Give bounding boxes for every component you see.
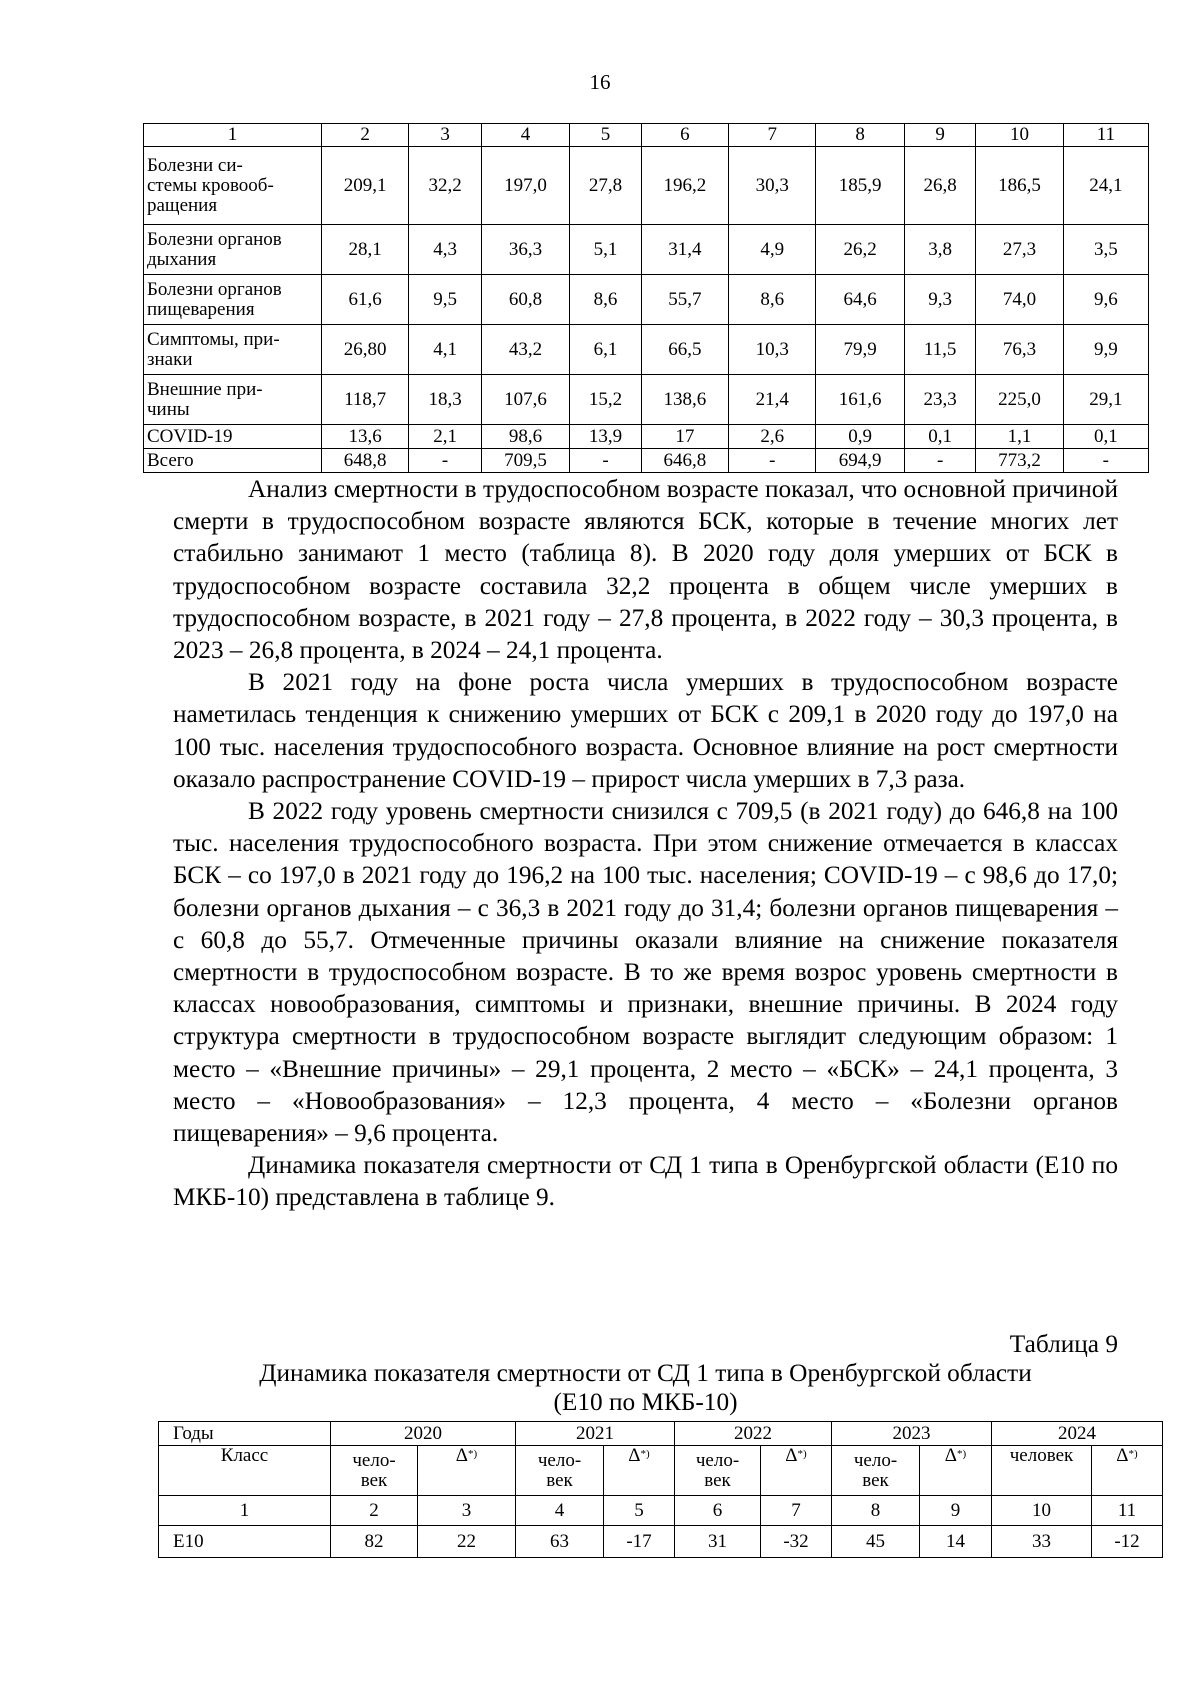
cell: 18,3 — [409, 375, 481, 425]
col-number: 8 — [816, 124, 904, 147]
cell: 28,1 — [321, 225, 408, 275]
table-row — [144, 425, 1149, 449]
cell: 3,8 — [904, 225, 975, 275]
cell: 648,8 — [321, 449, 408, 473]
person-label: чело- век — [675, 1446, 761, 1496]
cell: 6,1 — [570, 325, 641, 375]
cell: 138,6 — [641, 375, 728, 425]
cell: 9,6 — [1063, 275, 1148, 325]
table-number: Таблица 9 — [1009, 1330, 1118, 1358]
cell: 773,2 — [976, 449, 1063, 473]
delta-label: Δ*) — [604, 1446, 675, 1496]
cell: - — [1063, 449, 1148, 473]
cell: 118,7 — [321, 375, 408, 425]
cell: 11,5 — [904, 325, 975, 375]
table-row — [144, 225, 1149, 275]
table-row — [144, 449, 1149, 473]
person-label: чело- век — [832, 1446, 920, 1496]
cell: 709,5 — [481, 449, 569, 473]
cell: 32,2 — [409, 147, 481, 225]
col-number: 4 — [516, 1496, 604, 1526]
cell: 15,2 — [570, 375, 641, 425]
col-number: 1 — [144, 124, 322, 147]
caption-line: Динамика показателя смертности от СД 1 типа в Оренбургской области — [259, 1359, 1032, 1387]
row-label: Е10 — [159, 1526, 331, 1558]
col-number: 10 — [976, 124, 1063, 147]
col-number: 9 — [920, 1496, 992, 1526]
cell: 225,0 — [976, 375, 1063, 425]
col-number: 2 — [331, 1496, 418, 1526]
delta-label: Δ*) — [1092, 1446, 1163, 1496]
caption-line: (Е10 по МКБ-10) — [553, 1388, 738, 1416]
col-number: 11 — [1092, 1496, 1163, 1526]
paragraph: В 2022 году уровень смертности снизился с 709,5 (в 2021 году) до 646,8 на 100 тыс. населения трудоспособного возраста. При этом снижение отмечается в классах БСК – со 197,0 в 2021 году до 196,2 на 100 тыс. населения; COVID-19 – с 98,6 до 17,0; болезни органов дыхания – с 36,3 в 2021 году до 31,4; болезни органов пищеварения – с 60,8 до 55,7. Отмеченные причины оказали влияние на снижение показателя смертности в трудоспособном возрасте. В то же время возрос уровень смертности в классах новообразования, симптомы и признаки, внешние причины. В 2024 году структура смертности в трудоспособном возрасте выглядит следующим образом: 1 место – «Внешние причины» – 29,1 процента, 2 место – «БСК» – 24,1 процента, 3 место – «Новообразования» – 12,3 процента, 4 место – «Болезни органов пищеварения» – 9,6 процента. — [173, 797, 1118, 1148]
cell: 43,2 — [481, 325, 569, 375]
col-number: 5 — [570, 124, 641, 147]
cell: 9,9 — [1063, 325, 1148, 375]
cell: -32 — [761, 1526, 832, 1558]
cell: 186,5 — [976, 147, 1063, 225]
cell: 26,8 — [904, 147, 975, 225]
cell: 66,5 — [641, 325, 728, 375]
cell: - — [904, 449, 975, 473]
cell: 2,1 — [409, 425, 481, 449]
cell: 24,1 — [1063, 147, 1148, 225]
cell: 646,8 — [641, 449, 728, 473]
cell: 26,2 — [816, 225, 904, 275]
table-header-row — [144, 124, 1149, 147]
cell: 30,3 — [729, 147, 816, 225]
cell: 196,2 — [641, 147, 728, 225]
cell: 107,6 — [481, 375, 569, 425]
cell: 74,0 — [976, 275, 1063, 325]
year-header: 2020 — [331, 1422, 516, 1446]
col-number: 5 — [604, 1496, 675, 1526]
cell: 17 — [641, 425, 728, 449]
cell: 0,9 — [816, 425, 904, 449]
cell: 4,9 — [729, 225, 816, 275]
cell: 4,3 — [409, 225, 481, 275]
cell: 29,1 — [1063, 375, 1148, 425]
cell: 45 — [832, 1526, 920, 1558]
col-number: 6 — [675, 1496, 761, 1526]
analysis-text — [173, 473, 1118, 1214]
cell: 55,7 — [641, 275, 728, 325]
row-label: Болезни органов дыхания — [144, 225, 322, 275]
cell: 60,8 — [481, 275, 569, 325]
col-number: 6 — [641, 124, 728, 147]
years-row — [159, 1422, 1163, 1446]
cell: 197,0 — [481, 147, 569, 225]
cell: 9,5 — [409, 275, 481, 325]
table-caption — [173, 1359, 1118, 1417]
paragraph: Динамика показателя смертности от СД 1 типа в Оренбургской области (Е10 по МКБ-10) представлена в таблице 9. — [173, 1151, 1118, 1212]
year-header: 2023 — [832, 1422, 992, 1446]
cell: 27,8 — [570, 147, 641, 225]
person-label: человек — [992, 1446, 1092, 1496]
cell: 8,6 — [729, 275, 816, 325]
mortality-causes-table — [143, 123, 1149, 473]
col-number: 11 — [1063, 124, 1148, 147]
cell: 209,1 — [321, 147, 408, 225]
cell: 22 — [418, 1526, 516, 1558]
cell: 0,1 — [1063, 425, 1148, 449]
col-number: 7 — [729, 124, 816, 147]
cell: 8,6 — [570, 275, 641, 325]
row-label: Болезни органов пищеварения — [144, 275, 322, 325]
col-numbers-row — [159, 1496, 1163, 1526]
table-row — [144, 375, 1149, 425]
table-row — [159, 1526, 1163, 1558]
class-label: Класс — [159, 1446, 331, 1496]
row-label: Внешние при- чины — [144, 375, 322, 425]
page-number: 16 — [589, 70, 611, 94]
table-row — [144, 275, 1149, 325]
delta-label: Δ*) — [418, 1446, 516, 1496]
cell: 31,4 — [641, 225, 728, 275]
cell: - — [409, 449, 481, 473]
col-number: 3 — [418, 1496, 516, 1526]
col-number: 4 — [481, 124, 569, 147]
cell: -17 — [604, 1526, 675, 1558]
cell: 14 — [920, 1526, 992, 1558]
cell: 23,3 — [904, 375, 975, 425]
col-number: 7 — [761, 1496, 832, 1526]
year-header: 2024 — [992, 1422, 1163, 1446]
cell: 4,1 — [409, 325, 481, 375]
delta-label: Δ*) — [761, 1446, 832, 1496]
table-row — [144, 325, 1149, 375]
cell: 2,6 — [729, 425, 816, 449]
subheader-row — [159, 1446, 1163, 1496]
col-number: 3 — [409, 124, 481, 147]
year-header: 2021 — [516, 1422, 675, 1446]
col-number: 2 — [321, 124, 408, 147]
diabetes-mortality-table — [158, 1421, 1163, 1558]
cell: 31 — [675, 1526, 761, 1558]
table-row — [144, 147, 1149, 225]
cell: 1,1 — [976, 425, 1063, 449]
col-number: 9 — [904, 124, 975, 147]
cell: 61,6 — [321, 275, 408, 325]
cell: 161,6 — [816, 375, 904, 425]
person-label: чело- век — [331, 1446, 418, 1496]
row-label: Симптомы, при- знаки — [144, 325, 322, 375]
cell: 79,9 — [816, 325, 904, 375]
row-label: Болезни си- стемы кровооб- ращения — [144, 147, 322, 225]
cell: - — [570, 449, 641, 473]
row-label: COVID-19 — [144, 425, 322, 449]
cell: 33 — [992, 1526, 1092, 1558]
cell: 27,3 — [976, 225, 1063, 275]
cell: 21,4 — [729, 375, 816, 425]
col-number: 10 — [992, 1496, 1092, 1526]
cell: 98,6 — [481, 425, 569, 449]
cell: 3,5 — [1063, 225, 1148, 275]
cell: 82 — [331, 1526, 418, 1558]
cell: 63 — [516, 1526, 604, 1558]
person-label: чело- век — [516, 1446, 604, 1496]
cell: 64,6 — [816, 275, 904, 325]
row-label: Всего — [144, 449, 322, 473]
col-number: 1 — [159, 1496, 331, 1526]
delta-label: Δ*) — [920, 1446, 992, 1496]
cell: 13,9 — [570, 425, 641, 449]
cell: 10,3 — [729, 325, 816, 375]
paragraph: В 2021 году на фоне роста числа умерших в трудоспособном возрасте наметилась тенденция к снижению умерших от БСК с 209,1 в 2020 году до 197,0 на 100 тыс. населения трудоспособного возраста. Основное влияние на рост смертности оказало распространение COVID-19 – прирост числа умерших в 7,3 раза. — [173, 668, 1118, 793]
cell: 185,9 — [816, 147, 904, 225]
cell: -12 — [1092, 1526, 1163, 1558]
cell: 13,6 — [321, 425, 408, 449]
year-header: 2022 — [675, 1422, 832, 1446]
cell: 5,1 — [570, 225, 641, 275]
cell: - — [729, 449, 816, 473]
cell: 26,80 — [321, 325, 408, 375]
cell: 9,3 — [904, 275, 975, 325]
cell: 0,1 — [904, 425, 975, 449]
paragraph: Анализ смертности в трудоспособном возрасте показал, что основной причиной смерти в трудоспособном возрасте являются БСК, которые в течение многих лет стабильно занимают 1 место (таблица 8). В 2020 году доля умерших от БСК в трудоспособном возрасте составила 32,2 процента в общем числе умерших в трудоспособном возрасте, в 2021 году – 27,8 процента, в 2022 году – 30,3 процента, в 2023 – 26,8 процента, в 2024 – 24,1 процента. — [173, 475, 1118, 665]
cell: 76,3 — [976, 325, 1063, 375]
cell: 36,3 — [481, 225, 569, 275]
years-label: Годы — [159, 1422, 331, 1446]
cell: 694,9 — [816, 449, 904, 473]
col-number: 8 — [832, 1496, 920, 1526]
